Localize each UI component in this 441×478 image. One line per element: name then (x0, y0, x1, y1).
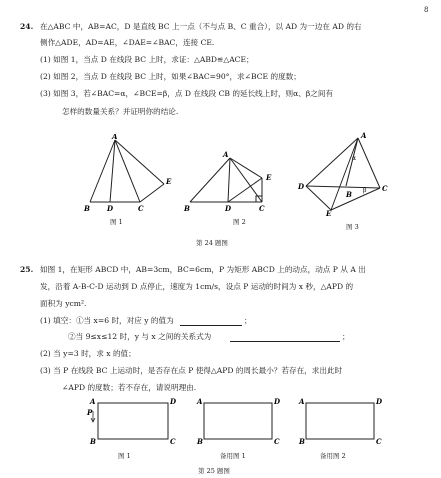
q25-fig3-label-a: A (299, 397, 305, 406)
q25-fig2-label-a: A (197, 397, 203, 406)
q25-fig3-caption: 备用图 2 (320, 452, 346, 460)
q25-fig3-label-c: C (376, 437, 382, 445)
q25-fig2-caption: 备用图 1 (220, 452, 246, 460)
fig1-label-e: E (166, 177, 172, 186)
q25-part1-end: ； (244, 316, 252, 325)
q24-part2: (2) 如图 2，当点 D 在线段 BC 上时，如果∠BAC=90°，求∠BCE 的度数； (40, 72, 301, 81)
q24-line2: 侧作△ADE，AD=AE，∠DAE=∠BAC，连接 CE. (40, 38, 215, 47)
fig3-label-e: E (326, 209, 332, 216)
q24-figure-1 (80, 134, 180, 214)
fig1-label-b: B (84, 204, 90, 213)
q25-answer-blank-1 (180, 325, 242, 326)
fig3-label-c: C (382, 184, 388, 193)
q25-figure-title: 第 25 题图 (198, 467, 230, 475)
fig1-label-a: A (112, 134, 118, 141)
q25-line3: 面积为 ycm². (40, 299, 87, 308)
fig3-label-alpha: α (352, 155, 357, 162)
q25-answer-blank-2 (230, 341, 340, 342)
corner-mark: 8 (424, 6, 429, 14)
q24-fig1-caption: 图 1 (110, 218, 123, 226)
q25-part1b-end: ； (342, 332, 350, 341)
q25-fig2-label-b: B (197, 437, 203, 445)
q24-figure-2 (180, 150, 280, 216)
fig2-label-a: A (223, 150, 229, 159)
fig2-label-b: B (184, 204, 190, 213)
fig3-label-b: B (346, 190, 352, 199)
fig3-label-beta: β (363, 187, 367, 194)
q25-part3b: ∠APD 的度数；若不存在，请说明理由. (62, 383, 197, 392)
q25-line1: 如图 1，在矩形 ABCD 中，AB=3cm，BC=6cm，P 为矩形 ABCD 上的动点，动点 P 从 A 出 (40, 265, 366, 274)
fig1-label-c: C (138, 204, 144, 213)
q25-part3a: (3) 当 P 在线段 BC 上运动时，是否存在点 P 使得△APD 的周长最小？若存在，求出此时 (40, 366, 343, 375)
q25-fig2-label-c: C (274, 437, 280, 445)
q24-fig2-caption: 图 2 (233, 218, 246, 226)
q25-fig1-label-a: A (90, 397, 96, 406)
fig3-label-a: A (361, 131, 367, 140)
fig2-label-c: C (259, 204, 265, 213)
q24-part3b: 怎样的数量关系？并证明你的结论. (62, 107, 179, 116)
q25-figure-2 (194, 397, 282, 445)
q24-fig3-caption: 图 3 (346, 223, 359, 231)
q25-number: 25. (20, 265, 34, 274)
q25-part1b: ②当 9≤x≤12 时，y 与 x 之间的关系式为 (68, 332, 212, 341)
fig1-label-d: D (107, 204, 114, 213)
q25-line2: 发，沿着 A-B-C-D 运动到 D 点停止，速度为 1cm/s，设点 P 运动的时间为 x 秒，△APD 的 (40, 282, 354, 291)
q25-fig1-label-c: C (170, 437, 176, 445)
q25-fig2-label-d: D (274, 397, 281, 406)
q24-figure-title: 第 24 题图 (196, 239, 228, 247)
q25-part2: (2) 当 y=3 时，求 x 的值； (40, 349, 136, 358)
q25-fig3-label-d: D (376, 397, 383, 406)
fig3-label-d: D (298, 182, 305, 191)
fig2-label-d: D (225, 204, 232, 213)
q25-fig1-label-d: D (170, 397, 177, 406)
q24-part3a: (3) 如图 3，若∠BAC=α，∠BCE=β，点 D 在线段 CB 的延长线上时，则α、β之间有 (40, 89, 334, 98)
q25-figure-1 (86, 397, 178, 445)
q25-part1: (1) 填空：①当 x=6 时，对应 y 的值为 (40, 316, 174, 325)
q25-fig1-label-b: B (90, 437, 96, 445)
q24-line1: 在△ABC 中，AB=AC，D 是直线 BC 上一点（不与点 B、C 重合），以 AD 为一边在 AD 的右 (40, 22, 362, 31)
q24-figure-3 (296, 130, 396, 216)
q24-part1: (1) 如图 1，当点 D 在线段 BC 上时，求证：△ABD≌△ACE； (40, 55, 254, 64)
q25-fig1-caption: 图 1 (118, 452, 131, 460)
q25-figure-3 (296, 397, 384, 445)
q25-fig3-label-b: B (299, 437, 305, 445)
q24-number: 24. (20, 22, 34, 31)
fig2-label-e: E (266, 173, 272, 182)
q25-fig1-label-p: P (87, 408, 93, 417)
